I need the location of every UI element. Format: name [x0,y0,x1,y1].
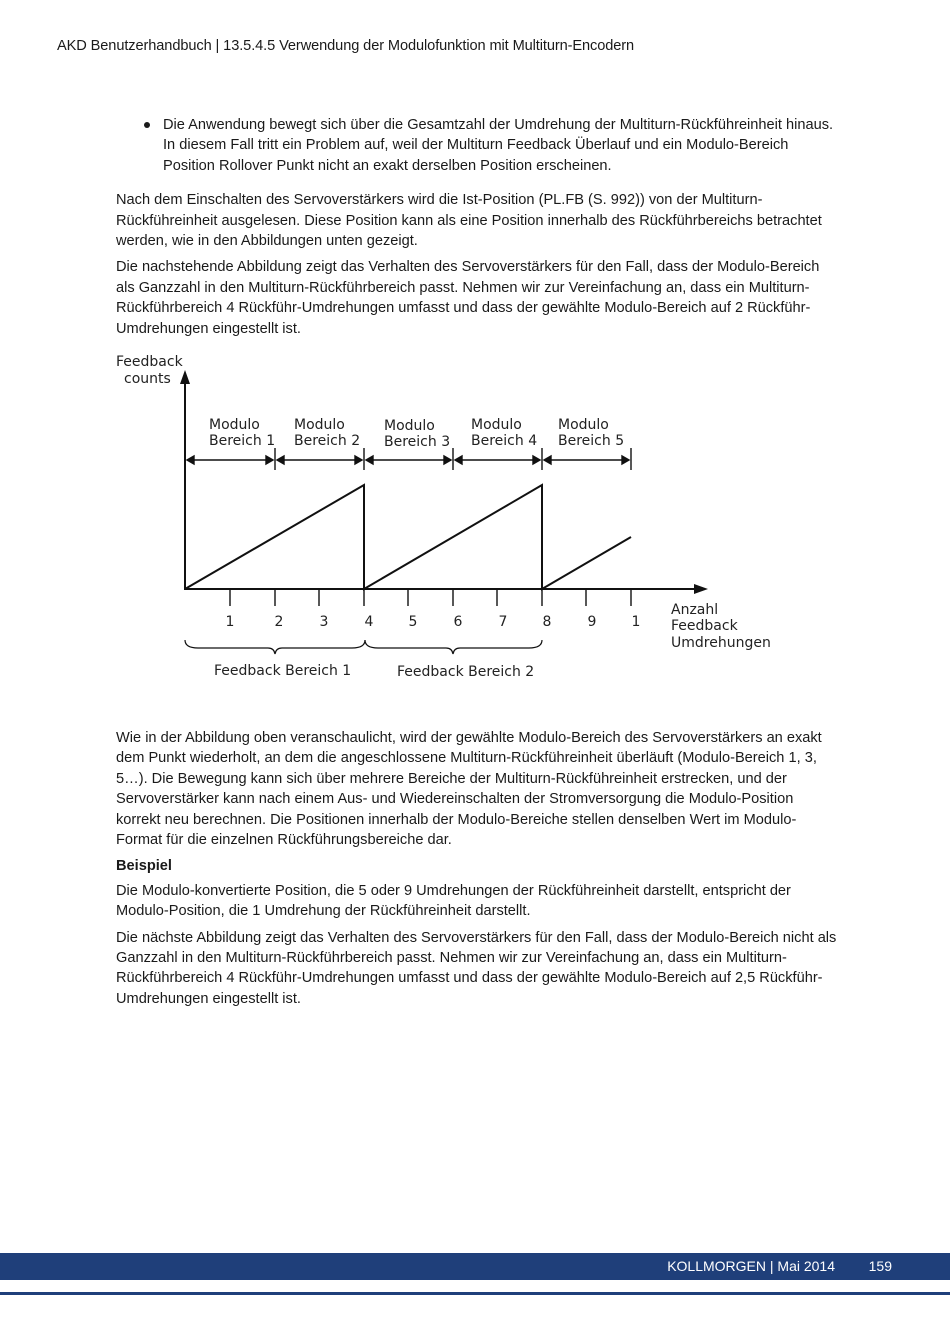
paragraph: Die nachstehende Abbildung zeigt das Verhalten des Servoverstärkers für den Fall, dass der Modulo-Bereich als Ganzzahl in den Multiturn-Rückführbereich passt. Nehmen wir zur Vereinfachung an, dass ein Multiturn-Rückführbereich 4 Rückführ-Umdrehungen umfasst und dass der gewählte Modulo-Bereich auf 2 Rückführ-Umdrehungen eingestellt ist. [116,259,820,337]
feedback-range-2-label: Feedback Bereich 2 [397,664,535,680]
modulo-range-2-line1: Modulo [294,417,345,433]
x-axis-arrow-icon [694,584,708,594]
paragraph: Die Modulo-konvertierte Position, die 5 oder 9 Umdrehungen der Rückführeinheit darstellt, entspricht der Modulo-Position, die 1 Umdrehung der Rückführeinheit darstellt. [116,882,791,920]
x-ticks [230,589,631,606]
page-number: 159 [868,1258,892,1274]
tick-label: 5 [408,614,418,630]
y-axis-arrow-icon [180,370,190,384]
footer-bar [0,1253,950,1280]
modulo-diagram [108,350,788,690]
modulo-range-4-line1: Modulo [471,417,522,433]
main-content [116,115,838,339]
x-axis-label-line3: Umdrehungen [671,635,771,651]
page-header: AKD Benutzerhandbuch | 13.5.4.5 Verwendung der Modulofunktion mit Multiturn-Encodern [57,38,635,54]
x-axis-label-line1: Anzahl [671,602,719,618]
tick-label: 3 [319,614,329,630]
range-dividers [275,448,631,470]
x-axis-label-line2: Feedback [671,618,738,634]
modulo-range-5-line1: Modulo [558,417,609,433]
tick-label: 2 [274,614,284,630]
footer-divider [0,1292,950,1295]
example-heading: Beispiel [116,858,172,875]
sawtooth-curve [185,485,631,589]
modulo-range-1-line1: Modulo [209,417,260,433]
feedback-range-1-label: Feedback Bereich 1 [214,663,352,679]
paragraph: Wie in der Abbildung oben veranschaulicht, wird der gewählte Modulo-Bereich des Servoverstärkers an exakt dem Punkt wiederholt, an dem die angeschlossene Multiturn-Rückführeinheit überläuft (Modulo-Bereich 1, 3, 5…). Die Bewegung kann sich über mehrere Bereiche der Multiturn-Rückführeinheit erstrecken, und der Servoverstärker kann nach einem Aus- und Wiedereinschalten der Stromversorgung die Modulo-Position korrekt neu berechnen. Die Positionen innerhalb der Modulo-Bereiche stellen denselben Wert im Modulo-Format für die einzelnen Rückführungsbereiche dar. [116,730,822,849]
modulo-range-4-line2: Bereich 4 [471,433,538,449]
modulo-range-3-line2: Bereich 3 [384,434,451,450]
modulo-range-5-line2: Bereich 5 [558,433,625,449]
feedback-braces [185,640,542,654]
range-arrows [187,456,629,464]
tick-label: 8 [542,614,552,630]
tick-label: 1 [225,614,235,630]
modulo-range-2-line2: Bereich 2 [294,433,361,449]
modulo-range-1-line2: Bereich 1 [209,433,276,449]
modulo-diagram-svg [108,350,788,690]
y-axis-label-line1: Feedback [116,354,183,370]
bullet-dot-icon [144,122,150,128]
paragraph: Nach dem Einschalten des Servoverstärkers wird die Ist-Position (PL.FB (S. 992)) von der Multiturn-Rückführeinheit ausgelesen. Diese Position kann als eine Position innerhalb des Rückführbereichs betrachtet werden, wie in den Abbildungen unten gezeigt. [116,192,822,250]
tick-label: 6 [453,614,463,630]
tick-label: 7 [498,614,508,630]
paragraph: Die nächste Abbildung zeigt das Verhalten des Servoverstärkers für den Fall, dass der Modulo-Bereich nicht als Ganzzahl in den Multiturn-Rückführbereich passt. Nehmen wir zur Vereinfachung an, dass ein Multiturn-Rückführbereich 4 Rückführ-Umdrehungen umfasst und dass der gewählte Modulo-Bereich auf 2,5 Rückführ-Umdrehungen eingestellt ist. [116,929,837,1007]
bullet-list [116,115,838,176]
tick-label: 9 [587,614,597,630]
modulo-range-3-line1: Modulo [384,418,435,434]
bullet-text: Die Anwendung bewegt sich über die Gesamtzahl der Umdrehung der Multiturn-Rückführeinheit hinaus. In diesem Fall tritt ein Problem auf, weil der Multiturn Feedback Überlauf und ein Modulo-Bereich Position Rollover Punkt nicht an exakt derselben Position erscheinen. [163,117,834,174]
footer-brand: KOLLMORGEN | Mai 2014 [667,1258,835,1274]
lower-content [116,728,838,1015]
tick-label: 1 [631,614,641,630]
y-axis-label-line2: counts [124,371,171,387]
tick-label: 4 [364,614,374,630]
bullet-item [163,115,838,176]
